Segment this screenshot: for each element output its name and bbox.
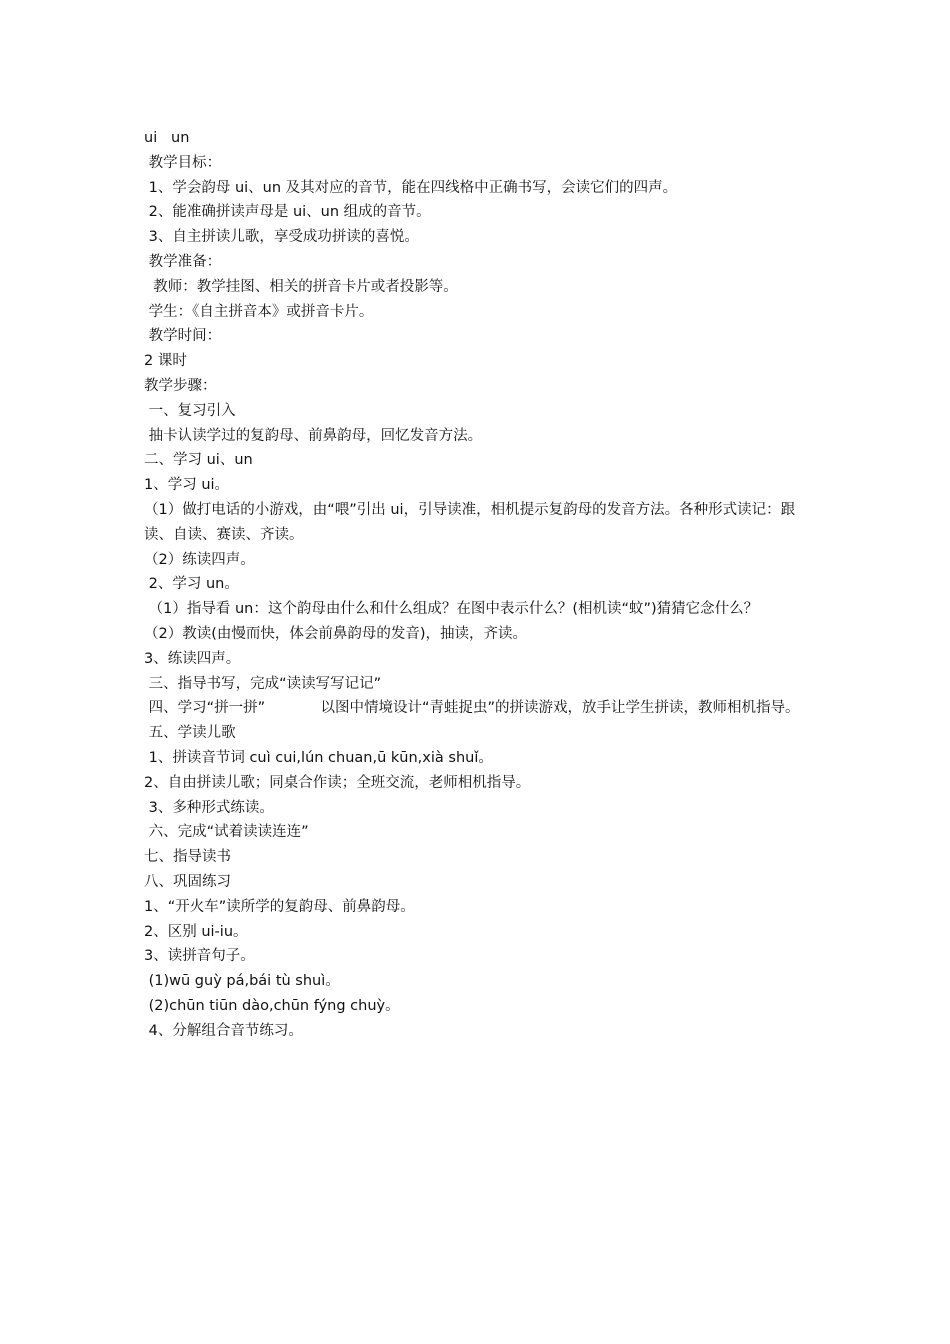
prep-student: 学生：《自主拼音本》或拼音卡片。	[144, 303, 374, 320]
heading-teaching-time: 教学时间：	[144, 328, 222, 345]
step-2-sub-2: 2、学习 un。	[144, 576, 239, 593]
step-5-item-1: 1、拼读音节词 cuì cui,lún chuan,ū kūn,xià shuǐ。	[144, 749, 493, 766]
step-4-heading: 四、学习“拼一拼” 以图中情境设计“青蛙捉虫”的拼读游戏，放手让学生拼读，教师相机指导。	[144, 700, 800, 717]
goal-item-1: 1、学会韵母 ui、un 及其对应的音节，能在四线格中正确书写，会读它们的四声。	[144, 179, 678, 196]
step-7-heading: 七、指导读书	[144, 849, 231, 866]
pinyin-sentence-2: (2)chūn tiūn dào,chūn fýng chuỳ。	[144, 997, 400, 1014]
step-2-sub-1-item-2: （2）练读四声。	[144, 551, 255, 568]
step-2-sub-2-item-2: （2）教读(由慢而快，体会前鼻韵母的发音)，抽读，齐读。	[144, 625, 528, 642]
step-8-heading: 八、巩固练习	[144, 873, 231, 890]
step-1-text: 抽卡认读学过的复韵母、前鼻韵母，回忆发音方法。	[144, 427, 483, 444]
goal-item-3: 3、自主拼读儿歌，享受成功拼读的喜悦。	[144, 229, 419, 246]
step-6-heading: 六、完成“试着读读连连”	[144, 824, 309, 841]
step-1-heading: 一、复习引入	[144, 402, 236, 419]
step-2-sub-3: 3、练读四声。	[144, 650, 241, 667]
step-2-heading: 二、学习 ui、un	[144, 452, 253, 469]
step-8-item-3: 3、读拼音句子。	[144, 948, 255, 965]
doc-title: ui un	[144, 130, 190, 146]
step-2-sub-1-item-1: （1）做打电话的小游戏，由“喂”引出 ui，引导读准，相机提示复韵母的发音方法。各种形式读记：跟读、自读、赛读、齐读。	[144, 501, 796, 543]
step-2-sub-2-item-1: （1）指导看 un：这个韵母由什么和什么组成？在图中表示什么？(相机读“蚊”)猜猜它念什么？	[144, 601, 759, 618]
step-8-item-2: 2、区别 ui-iu。	[144, 923, 248, 940]
step-2-sub-1: 1、学习 ui。	[144, 477, 230, 494]
step-5-heading: 五、学读儿歌	[144, 725, 236, 742]
step-8-item-4: 4、分解组合音节练习。	[144, 1022, 303, 1039]
prep-teacher: 教师：教学挂图、相关的拼音卡片或者投影等。	[144, 278, 458, 295]
step-5-item-2: 2、自由拼读儿歌；同桌合作读；全班交流，老师相机指导。	[144, 774, 531, 791]
heading-teaching-prep: 教学准备：	[144, 253, 222, 270]
step-3-heading: 三、指导书写，完成“读读写写记记”	[144, 675, 382, 692]
teaching-time-value: 2 课时	[144, 353, 187, 370]
heading-teaching-steps: 教学步骤：	[144, 377, 217, 394]
heading-teaching-goals: 教学目标：	[144, 154, 222, 171]
step-8-item-1: 1、“开火车”读所学的复韵母、前鼻韵母。	[144, 898, 415, 915]
step-5-item-3: 3、多种形式练读。	[144, 799, 274, 816]
document-body	[144, 126, 808, 1043]
pinyin-sentence-1: (1)wū guỳ pá,bái tù shuì。	[144, 973, 340, 990]
goal-item-2: 2、能准确拼读声母是 ui、un 组成的音节。	[144, 204, 431, 221]
